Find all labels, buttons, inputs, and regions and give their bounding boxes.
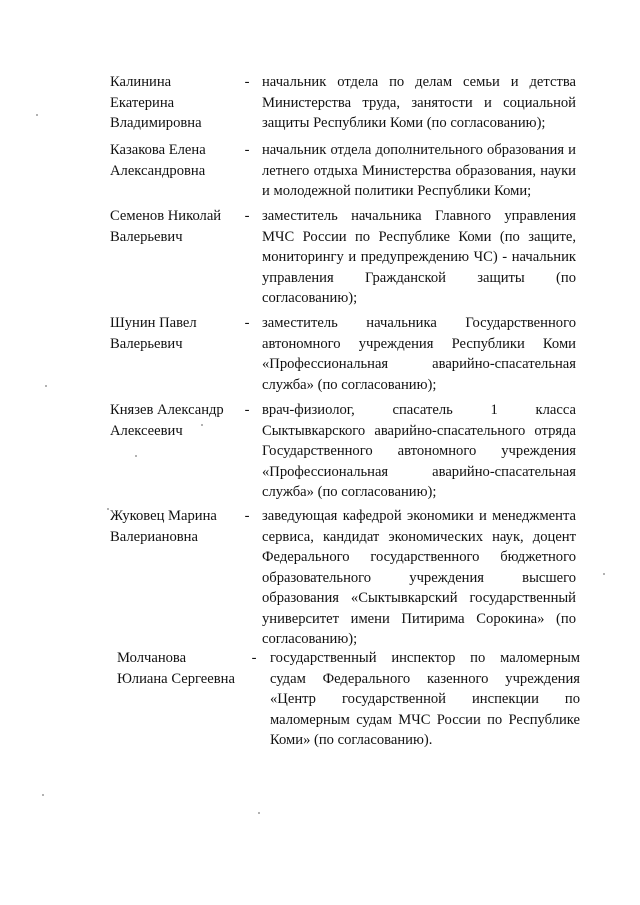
scan-speck <box>201 424 203 426</box>
member-role: заместитель начальника Государственного автономного учреждения Республики Коми «Профессиональная аварийно-спасательная служба» (по согласованию); <box>262 315 576 393</box>
member-role: государственный инспектор по маломерным судам Федерального казенного учреждения «Центр государственной инспекции по маломерным судам МЧС России по Республике Коми» (по согласованию). <box>270 650 580 748</box>
separator-dash: - <box>251 650 257 666</box>
member-name: Казакова Елена Александровна <box>110 142 206 179</box>
scan-speck <box>36 114 38 116</box>
member-name: Молчанова Юлиана Сергеевна <box>117 650 235 687</box>
separator-dash: - <box>244 402 250 418</box>
member-name: Князев Александр Алексеевич <box>110 402 224 439</box>
separator-dash: - <box>244 508 250 524</box>
scan-speck <box>258 812 260 814</box>
separator-dash: - <box>244 208 250 224</box>
separator-dash: - <box>244 74 250 90</box>
member-name: Семенов Николай Валерьевич <box>110 208 222 245</box>
scan-speck <box>135 455 137 457</box>
scan-speck <box>45 385 47 387</box>
scan-speck <box>603 573 605 575</box>
member-role: заведующая кафедрой экономики и менеджмента сервиса, кандидат экономических наук, доцент Федерального государственного бюджетного образовательного учреждения высшего образования «Сыктывкарский государственный университет имени Питирима Сорокина» (по согласованию); <box>262 508 576 647</box>
member-role: врач-физиолог, спасатель 1 класса Сыктывкарского аварийно-спасательного отряда Государственного автономного учреждения «Профессиональная аварийно-спасательная служба» (по согласованию); <box>262 402 576 500</box>
member-role: начальник отдела дополнительного образования и летнего отдыха Министерства образования, науки и молодежной политики Республики Коми; <box>262 142 576 199</box>
separator-dash: - <box>244 142 250 158</box>
member-name: Жуковец Марина Валериановна <box>110 508 217 545</box>
separator-dash: - <box>244 315 250 331</box>
member-role: заместитель начальника Главного управления МЧС России по Республике Коми (по защите, мониторингу и предупреждению ЧС) - начальник управления Гражданской защиты (по согласованию); <box>262 208 576 306</box>
scan-speck <box>107 508 109 510</box>
scan-speck <box>42 794 44 796</box>
member-name: Калинина Екатерина Владимировна <box>110 74 202 131</box>
member-name: Шунин Павел Валерьевич <box>110 315 197 352</box>
member-role: начальник отдела по делам семьи и детства Министерства труда, занятости и социальной защиты Республики Коми (по согласованию); <box>262 74 576 131</box>
